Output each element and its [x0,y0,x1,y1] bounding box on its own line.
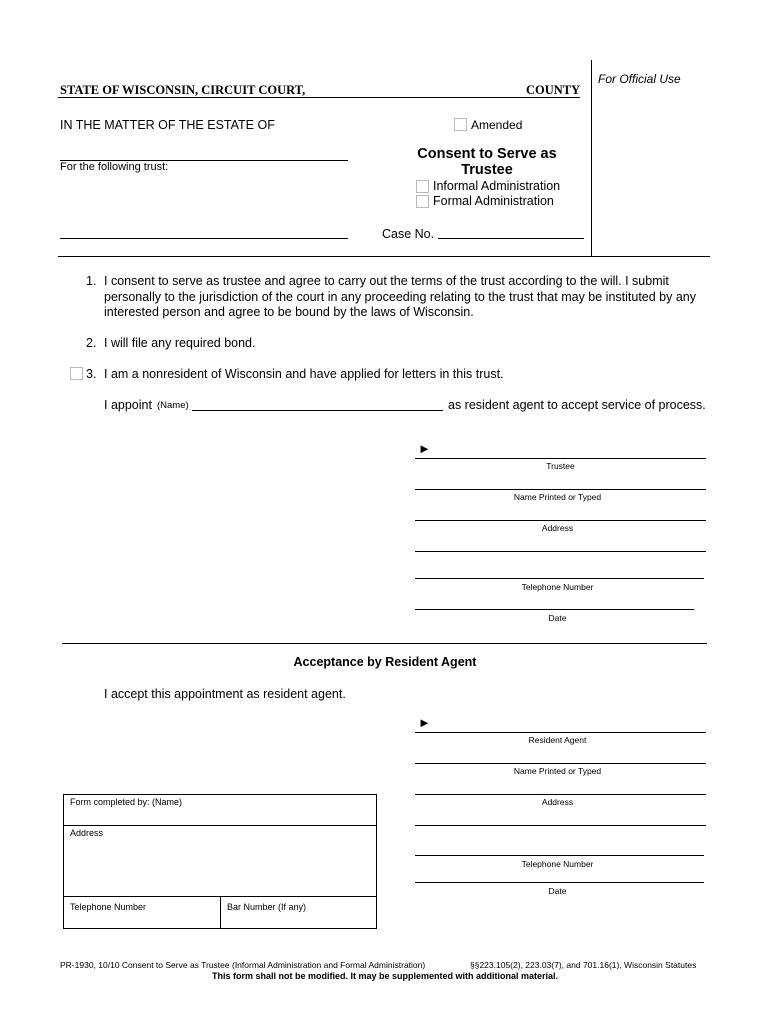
formal-admin-label: Formal Administration [433,194,554,208]
item-2-number: 2. [86,336,97,350]
agent-date-line[interactable] [415,882,704,883]
case-no-label: Case No. [382,227,435,241]
formal-admin-checkbox[interactable] [416,195,429,208]
trustee-signature-line[interactable] [415,458,706,459]
official-use-label: For Official Use [598,72,681,86]
form-title-line-1: Consent to Serve as [417,146,557,162]
trustee-date-caption: Date [548,613,567,623]
official-use-divider [591,60,592,257]
section-divider [62,643,707,644]
item-1-text: I consent to serve as trustee and agree to carry out the terms of the trust according to the will. I submit personally to the jurisdiction of the court in any proceeding relating to the trust that may be instituted by any interested person and agree to be bound by the laws of Wisconsin. [104,274,697,319]
footer-notice: This form shall not be modified. It may be supplemented with additional material. [211,971,559,981]
agent-caption: Resident Agent [528,735,587,745]
informal-admin-checkbox[interactable] [416,180,429,193]
county-label: COUNTY [526,83,581,97]
agent-phone-caption: Telephone Number [521,859,594,869]
footer-statutes: §§223.105(2), 223.03(7), and 701.16(1), Wisconsin Statutes [470,960,697,970]
trustee-caption: Trustee [546,461,575,471]
completed-by-address-label[interactable]: Address [70,828,104,838]
agent-date-caption: Date [548,886,567,896]
acceptance-statement: I accept this appointment as resident agent. [104,687,346,701]
acceptance-title: Acceptance by Resident Agent [293,655,477,669]
estate-label: IN THE MATTER OF THE ESTATE OF [60,118,275,132]
appoint-suffix: as resident agent to accept service of process. [448,398,706,412]
trustee-signature-arrow-icon: ► [418,441,431,456]
trustee-name-caption: Name Printed or Typed [513,492,602,502]
trust-name-line[interactable] [60,238,348,239]
agent-signature-arrow-icon: ► [418,715,431,730]
case-no-line[interactable] [438,238,584,239]
header-bottom-rule [58,256,710,257]
agent-name-line[interactable] [192,410,443,411]
item-1-number: 1. [86,274,97,288]
item-3-number: 3. [86,367,97,381]
trustee-phone-caption: Telephone Number [521,582,594,592]
form-title [387,146,587,178]
form-title-line-2: Trustee [461,162,513,178]
trustee-date-line[interactable] [415,609,694,610]
trustee-name-line[interactable] [415,489,706,490]
appoint-name-hint: (Name) [157,400,189,411]
agent-address-caption: Address [541,797,574,807]
trustee-phone-line[interactable] [415,578,704,579]
court-county-line[interactable] [58,97,580,98]
trustee-address-line[interactable] [415,520,706,521]
agent-name-caption: Name Printed or Typed [513,766,602,776]
item-3-text: I am a nonresident of Wisconsin and have applied for letters in this trust. [104,367,504,381]
footer-form-id: PR-1930, 10/10 Consent to Serve as Trustee (Informal Administration and Formal Administration) [60,960,426,970]
agent-name-line-sig[interactable] [415,763,706,764]
trust-label: For the following trust: [60,161,169,173]
trustee-address-caption: Address [541,523,574,533]
appoint-prefix: I appoint [104,398,152,412]
completed-by-phone-label[interactable]: Telephone Number [70,902,147,912]
amended-label: Amended [471,118,523,132]
nonresident-checkbox[interactable] [70,367,83,380]
completed-by-col-divider [220,896,221,929]
state-court-label: STATE OF WISCONSIN, CIRCUIT COURT, [60,83,306,97]
agent-address-line[interactable] [415,794,706,795]
agent-phone-line[interactable] [415,855,704,856]
completed-by-row-divider-1 [63,825,377,826]
completed-by-bar-label[interactable]: Bar Number (If any) [227,902,307,912]
trustee-address-line-2[interactable] [415,551,706,552]
item-2-text: I will file any required bond. [104,336,256,350]
completed-by-name-label[interactable]: Form completed by: (Name) [70,797,183,807]
agent-signature-line[interactable] [415,732,706,733]
informal-admin-label: Informal Administration [433,179,561,193]
agent-address-line-2[interactable] [415,825,706,826]
amended-checkbox[interactable] [454,118,467,131]
